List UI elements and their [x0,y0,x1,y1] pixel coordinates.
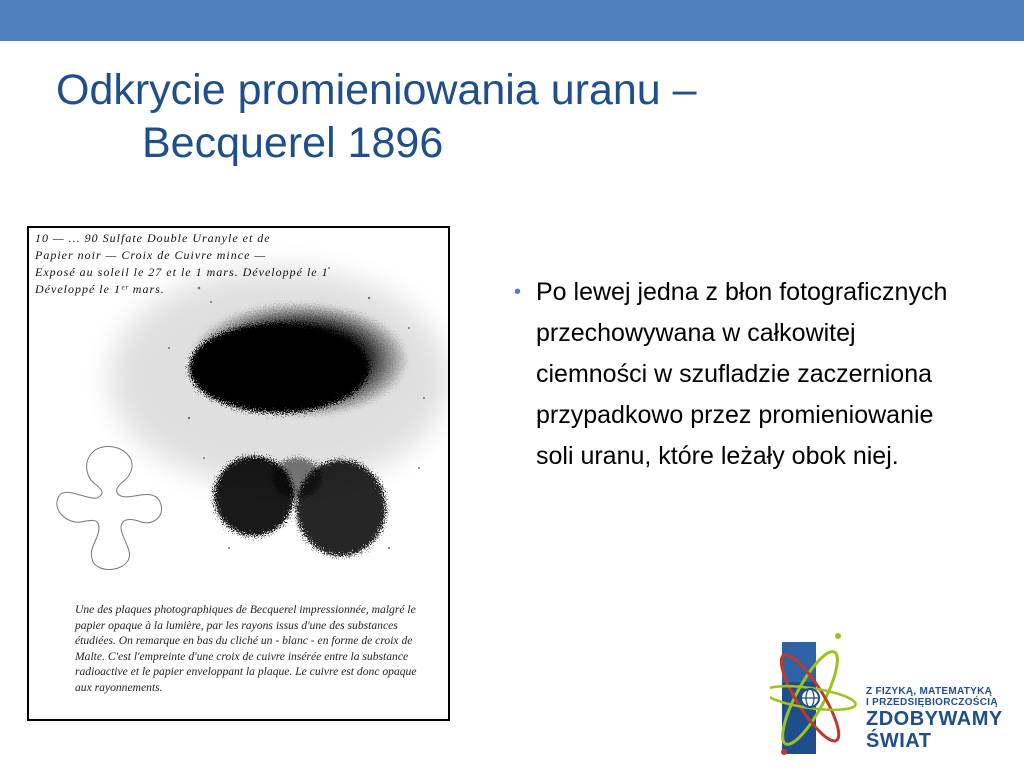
handwriting-line: Développé le 1ᵉʳ mars. [35,282,165,296]
plate-caption: Une des plaques photographiques de Becquerel impressionnée, malgré le papier opaque à la lumière, par les rayons issus d'une des substances étudiées. On remarque en bas du cliché un - blanc - en forme de croix de Malte. C'est l'empreinte d'une croix de cuivre insérée entre la substance radioactive et le papier enveloppant la plaque. Le cuivre est donc opaque aux rayonnements. [75,603,417,694]
bullet-list [514,272,954,477]
project-logo [770,624,1024,768]
handwriting-line: Papier noir — Croix de Cuivre mince — [35,248,267,262]
handwriting-line: 10 — ... 90 Sulfate Double Uranyle et de [35,231,271,245]
maltese-cross-outline [57,447,162,570]
title-line-1: Odkrycie promieniowania uranu – [56,66,697,114]
logo-line-3: ZDOBYWAMY [866,708,1003,730]
top-bar [0,0,1024,41]
logo-line-2: I PRZEDSIĘBIORCZOŚCIĄ [866,697,998,708]
title-line-2: Becquerel 1896 [142,119,444,167]
slide-title [56,64,856,170]
bullet-text: Po lewej jedna z błon fotograficznych przechowywana w całkowitej ciemności w szufladzie zaczerniona przypadkowo przez promieniowanie soli uranu, które leżały obok niej. [536,278,948,470]
bullet-marker: • [514,281,522,303]
lower-dark-blobs [214,456,386,556]
logo-line-1: Z FIZYKĄ, MATEMATYKĄ [866,686,993,697]
handwritten-notes [35,230,445,298]
logo-line-4: ŚWIAT [866,730,932,752]
becquerel-photographic-plate [27,226,450,721]
handwriting-line: Exposé au soleil le 27 et le 1 mars. Développé le 1 [35,265,329,279]
logo-text [866,686,1003,752]
upper-dark-blob [189,302,409,418]
